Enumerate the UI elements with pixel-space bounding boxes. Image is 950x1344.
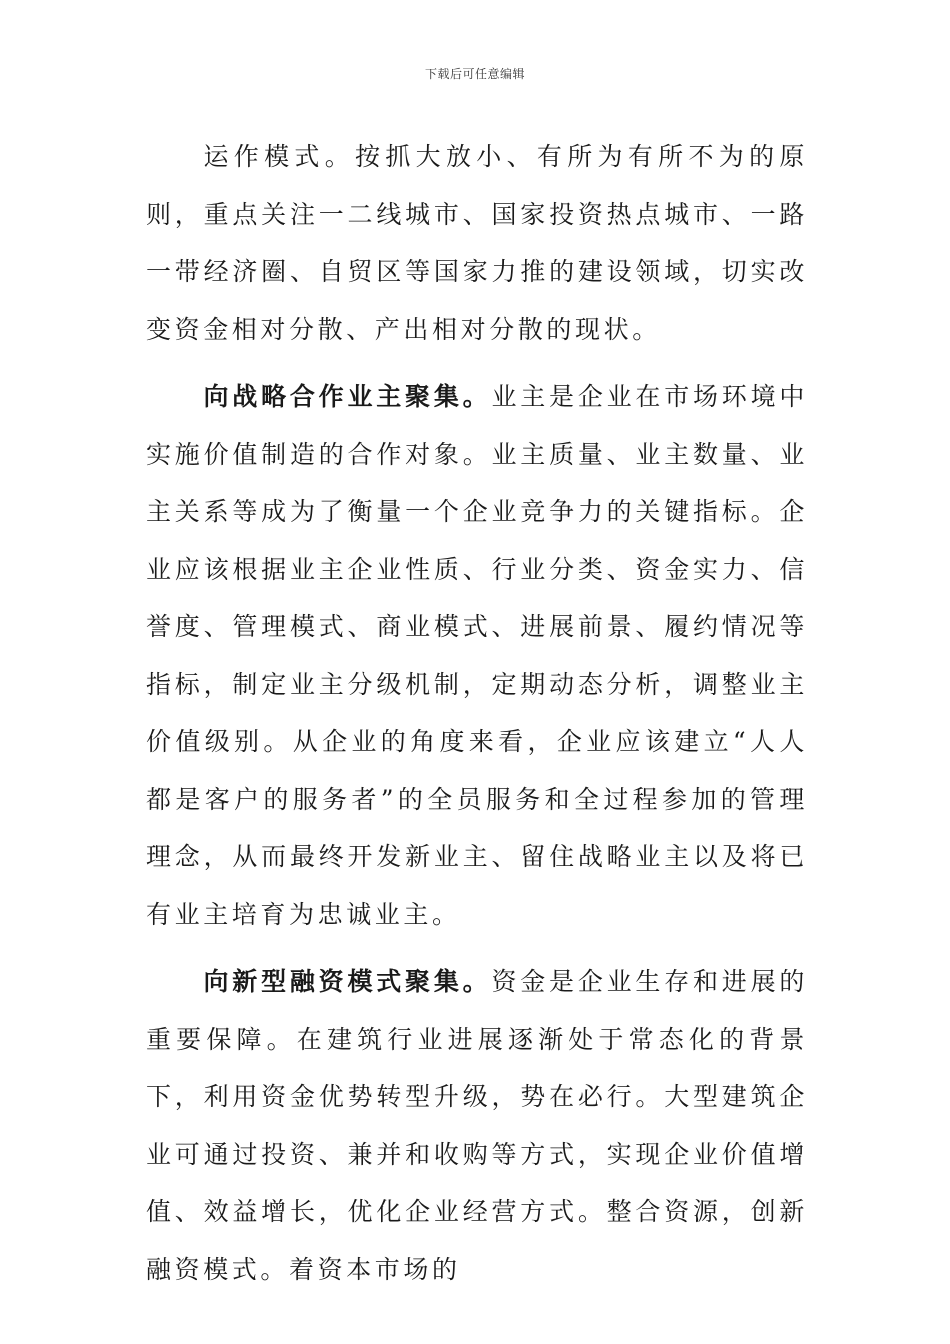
paragraph-3-heading: 向新型融资模式聚集。	[203, 967, 492, 996]
paragraph-2-heading: 向战略合作业主聚集。	[203, 382, 492, 411]
paragraph-2	[146, 368, 808, 943]
page-header: 下载后可任意编辑	[424, 67, 525, 81]
paragraph-3	[146, 953, 808, 1298]
paragraph-2-text: 业主是企业在市场环境中实施价值制造的合作对象。业主质量、业主数量、业主关系等成为了衡量一个企业竞争力的关键指标。企业应该根据业主企业性质、行业分类、资金实力、信誉度、管理模式、商业模式、进展前景、履约情况等指标，制定业主分级机制，定期动态分析，调整业主价值级别。从企业的角度来看，企业应该建立“人人都是客户的服务者”的全员服务和全过程参加的管理理念，从而最终开发新业主、留住战略业主以及将已有业主培育为忠诚业主。	[146, 382, 808, 929]
paragraph-1-text: 运作模式。按抓大放小、有所为有所不为的原则，重点关注一二线城市、国家投资热点城市、一路一带经济圈、自贸区等国家力推的建设领域，切实改变资金相对分散、产出相对分散的现状。	[146, 142, 808, 344]
paragraph-1	[146, 128, 808, 358]
paragraph-3-text: 资金是企业生存和进展的重要保障。在建筑行业进展逐渐处于常态化的背景下，利用资金优势转型升级，势在必行。大型建筑企业可通过投资、兼并和收购等方式，实现企业价值增值、效益增长，优化企业经营方式。整合资源，创新融资模式。着资本市场的	[146, 967, 808, 1284]
document-body	[146, 128, 808, 1298]
